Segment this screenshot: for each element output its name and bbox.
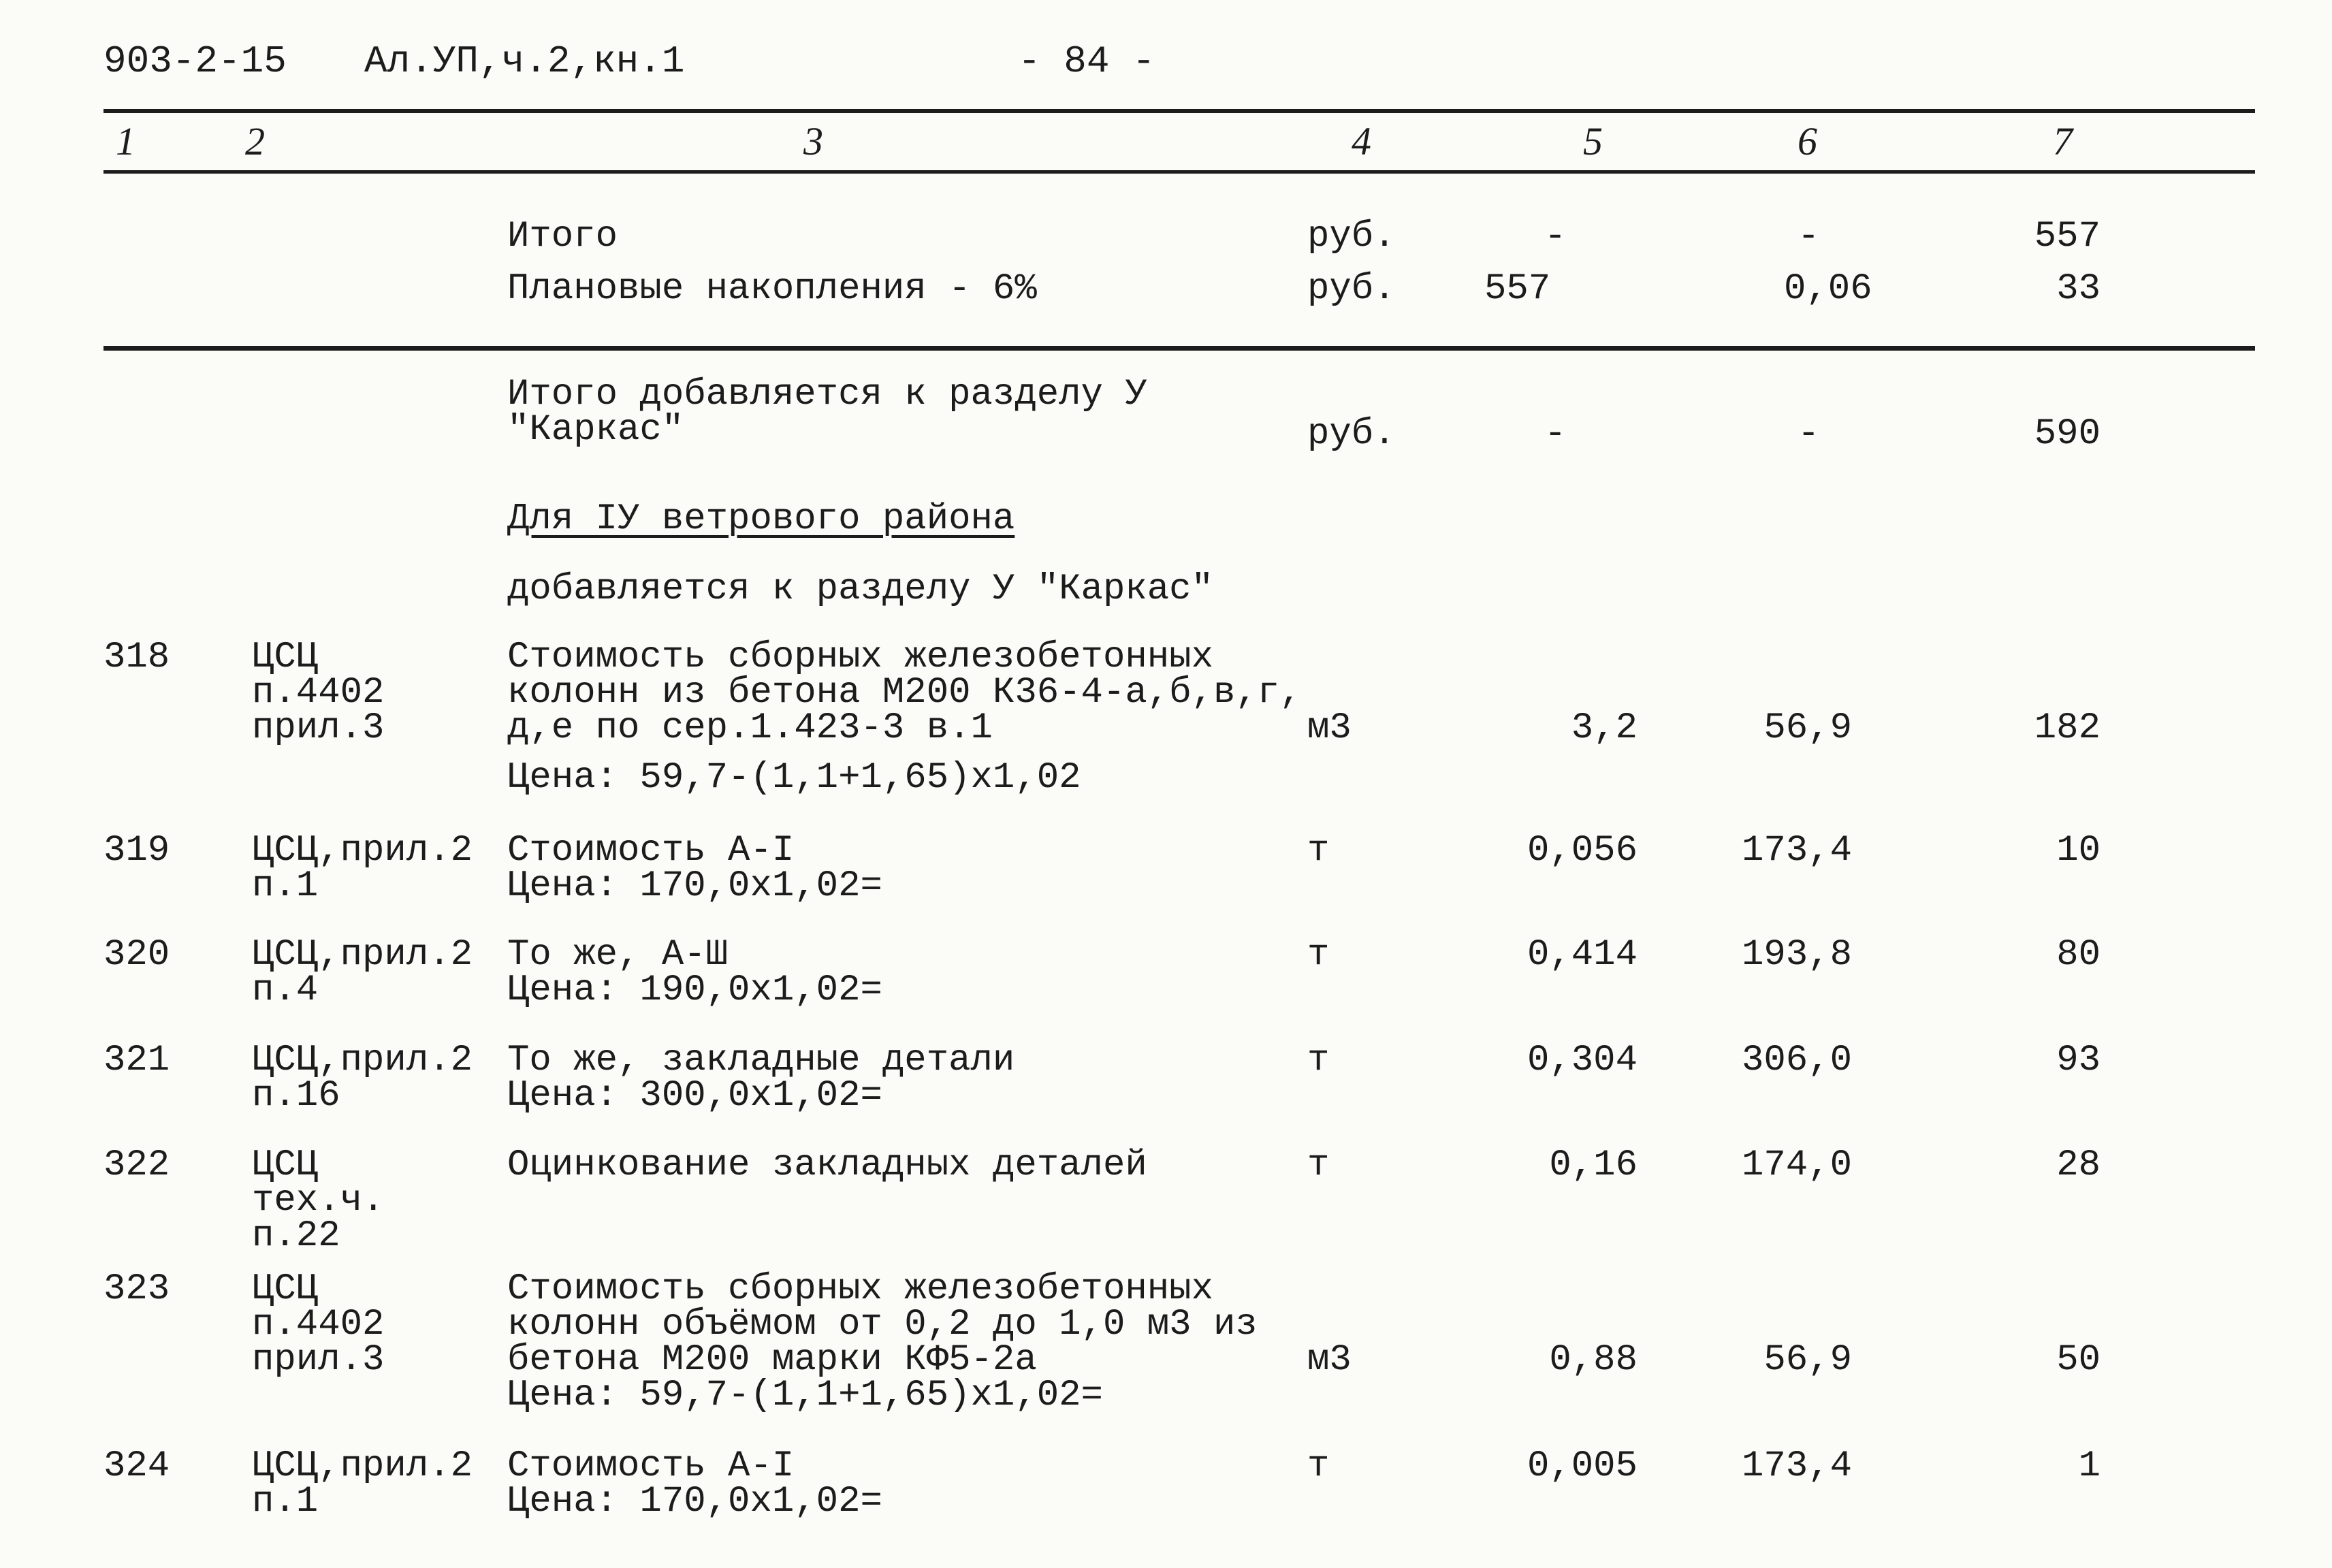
summary-added-qty: - — [1544, 413, 1567, 455]
row-source-line: ЦСЦ — [252, 1145, 319, 1186]
row-source-line: п.22 — [252, 1215, 340, 1257]
column-number-1: 1 — [116, 119, 135, 163]
row-source-line: ЦСЦ,прил.2 — [252, 830, 473, 871]
row-description-line: То же, закладные детали — [507, 1040, 1015, 1081]
row-description-line: Стоимость А-I — [507, 830, 795, 871]
row-price-note: Цена: 59,7-(1,1+1,65)х1,02 — [507, 757, 1081, 799]
row-description-line: Цена: 59,7-(1,1+1,65)х1,02= — [507, 1375, 1103, 1416]
row-unit-price: 174,0 — [1741, 1145, 1852, 1186]
row-cost: 28 — [2056, 1145, 2101, 1186]
row-description-line: Цена: 170,0х1,02= — [507, 865, 882, 907]
summary-added-price: - — [1798, 413, 1820, 455]
summary-savings-price: 0,06 — [1784, 268, 1872, 310]
row-quantity: 0,414 — [1527, 934, 1638, 976]
row-source-line: ЦСЦ,прил.2 — [252, 1445, 473, 1487]
row-unit-price: 56,9 — [1763, 707, 1852, 749]
row-description-line: Стоимость сборных железобетонных — [507, 1268, 1213, 1310]
row-number: 323 — [103, 1268, 170, 1310]
row-quantity: 0,16 — [1549, 1145, 1638, 1186]
row-quantity: 0,056 — [1527, 830, 1638, 871]
row-unit: м3 — [1307, 1339, 1352, 1381]
section-title: Для IУ ветрового района — [507, 498, 1015, 540]
row-description-line: бетона М200 марки КФ5-2а — [507, 1339, 1037, 1381]
row-cost: 93 — [2056, 1040, 2101, 1081]
row-number: 318 — [103, 637, 170, 678]
row-description-line: колонн объёмом от 0,2 до 1,0 м3 из — [507, 1304, 1258, 1345]
column-number-2: 2 — [245, 119, 265, 163]
summary-total-label: Итого — [507, 216, 618, 257]
row-cost: 50 — [2056, 1339, 2101, 1381]
row-unit: т — [1307, 934, 1330, 976]
table-top-rule — [103, 109, 2255, 113]
row-unit-price: 306,0 — [1741, 1040, 1852, 1081]
row-number: 319 — [103, 830, 170, 871]
row-unit-price: 193,8 — [1741, 934, 1852, 976]
row-unit-price: 56,9 — [1763, 1339, 1852, 1381]
row-source-line: п.1 — [252, 1481, 319, 1522]
summary-total-qty: - — [1544, 216, 1567, 257]
row-description-line: Оцинкование закладных деталей — [507, 1145, 1147, 1186]
row-source-line: п.4 — [252, 970, 319, 1011]
column-header-rule — [103, 170, 2255, 174]
row-unit: т — [1307, 1040, 1330, 1081]
row-unit: т — [1307, 1145, 1330, 1186]
column-number-3: 3 — [803, 119, 823, 163]
row-source-line: п.4402 — [252, 672, 385, 714]
page-number: - 84 - — [1018, 39, 1155, 83]
column-number-5: 5 — [1583, 119, 1603, 163]
row-quantity: 0,005 — [1527, 1445, 1638, 1487]
row-source-line: ЦСЦ — [252, 637, 319, 678]
column-number-6: 6 — [1798, 119, 1817, 163]
summary-rule — [103, 346, 2255, 351]
row-source-line: прил.3 — [252, 1339, 385, 1381]
summary-added-unit: руб. — [1307, 413, 1396, 455]
row-quantity: 0,304 — [1527, 1040, 1638, 1081]
summary-savings-qty: 557 — [1484, 268, 1551, 310]
summary-total-price: - — [1798, 216, 1820, 257]
row-unit: т — [1307, 1445, 1330, 1487]
row-description-line: Стоимость сборных железобетонных — [507, 637, 1213, 678]
summary-savings-unit: руб. — [1307, 268, 1396, 310]
summary-savings-cost: 33 — [2056, 268, 2101, 310]
row-cost: 182 — [2034, 707, 2101, 749]
row-unit-price: 173,4 — [1741, 1445, 1852, 1487]
summary-added-cost: 590 — [2034, 413, 2101, 455]
row-source-line: ЦСЦ,прил.2 — [252, 934, 473, 976]
summary-added-label-line1: Итого добавляется к разделу У — [507, 374, 1147, 415]
row-description-line: Цена: 300,0х1,02= — [507, 1075, 882, 1117]
row-unit: м3 — [1307, 707, 1352, 749]
document-code: 903-2-15 — [103, 39, 287, 83]
row-number: 320 — [103, 934, 170, 976]
column-number-7: 7 — [2053, 119, 2073, 163]
row-source-line: п.16 — [252, 1075, 340, 1117]
summary-savings-label: Плановые накопления - 6% — [507, 268, 1037, 310]
row-quantity: 3,2 — [1571, 707, 1638, 749]
row-number: 324 — [103, 1445, 170, 1487]
row-number: 321 — [103, 1040, 170, 1081]
row-unit: т — [1307, 830, 1330, 871]
row-source-line: п.4402 — [252, 1304, 385, 1345]
row-cost: 10 — [2056, 830, 2101, 871]
row-description-line: Цена: 190,0х1,02= — [507, 970, 882, 1011]
summary-total-cost: 557 — [2034, 216, 2101, 257]
row-description-line: д,е по сер.1.423-3 в.1 — [507, 707, 993, 749]
row-cost: 1 — [2078, 1445, 2101, 1487]
row-description-line: Цена: 170,0х1,02= — [507, 1481, 882, 1522]
row-source-line: ЦСЦ — [252, 1268, 319, 1310]
section-subtitle: добавляется к разделу У "Каркас" — [507, 569, 1213, 610]
row-quantity: 0,88 — [1549, 1339, 1638, 1381]
row-source-line: ЦСЦ,прил.2 — [252, 1040, 473, 1081]
row-description-line: То же, А-Ш — [507, 934, 729, 976]
row-description-line: колонн из бетона М200 К36-4-а,б,в,г, — [507, 672, 1302, 714]
summary-added-label-line2: "Каркас" — [507, 409, 684, 451]
column-number-4: 4 — [1352, 119, 1371, 163]
row-description-line: Стоимость А-I — [507, 1445, 795, 1487]
summary-total-unit: руб. — [1307, 216, 1396, 257]
row-source-line: прил.3 — [252, 707, 385, 749]
row-number: 322 — [103, 1145, 170, 1186]
album-reference: Ал.УП,ч.2,кн.1 — [364, 39, 685, 83]
row-unit-price: 173,4 — [1741, 830, 1852, 871]
row-cost: 80 — [2056, 934, 2101, 976]
row-source-line: п.1 — [252, 865, 319, 907]
row-source-line: тех.ч. — [252, 1180, 385, 1221]
